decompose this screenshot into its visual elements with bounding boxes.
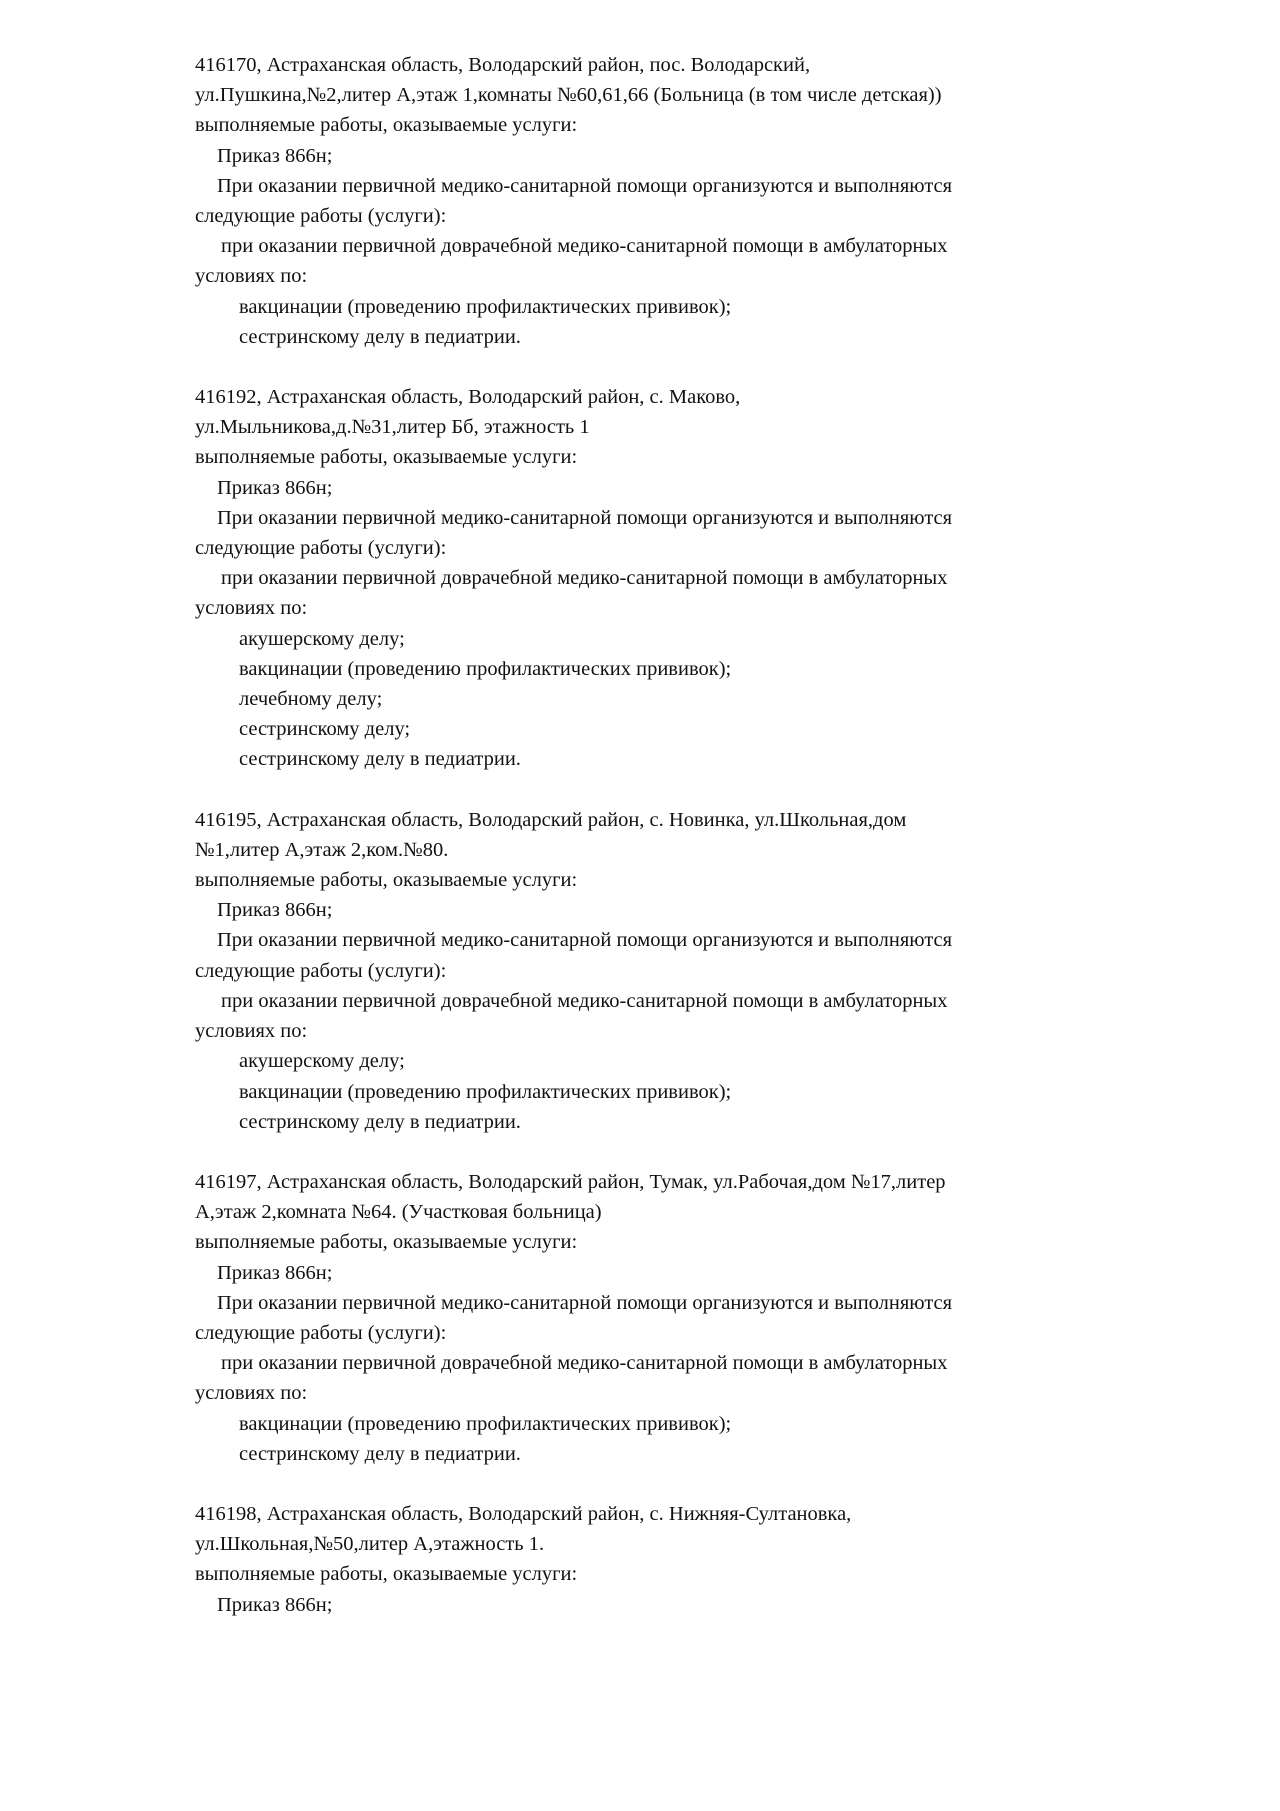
services-header: выполняемые работы, оказываемые услуги: (195, 869, 578, 892)
subsection-line: условиях по: (195, 597, 308, 620)
intro-paragraph-line: При оказании первичной медико-санитарной помощи организуются и выполняются (217, 1291, 953, 1314)
address-block (195, 382, 1035, 775)
order-reference: Приказ 866н; (217, 144, 333, 167)
address-block (195, 1499, 1035, 1620)
services-header: выполняемые работы, оказываемые услуги: (195, 1231, 578, 1254)
service-item: лечебному делу; (239, 688, 383, 711)
document-page (195, 50, 1035, 1620)
service-item: акушерскому делу; (239, 1050, 405, 1073)
service-item: сестринскому делу в педиатрии. (239, 1110, 521, 1133)
address-line: 416197, Астраханская область, Володарский район, Тумак, ул.Рабочая,дом №17,литер (195, 1170, 946, 1193)
subsection-line: условиях по: (195, 1382, 308, 1405)
address-line: ул.Пушкина,№2,литер А,этаж 1,комнаты №60,61,66 (Больница (в том числе детская)) (195, 84, 942, 107)
address-line: А,этаж 2,комната №64. (Участковая больница) (195, 1201, 602, 1224)
subsection-line: при оказании первичной доврачебной медико-санитарной помощи в амбулаторных (221, 989, 948, 1012)
subsection-line: при оказании первичной доврачебной медико-санитарной помощи в амбулаторных (221, 567, 948, 590)
service-item: вакцинации (проведению профилактических прививок); (239, 1080, 732, 1103)
intro-paragraph-line: следующие работы (услуги): (195, 959, 447, 982)
order-reference: Приказ 866н; (217, 1261, 333, 1284)
service-item: сестринскому делу; (239, 718, 411, 741)
address-line: 416170, Астраханская область, Володарский район, пос. Володарский, (195, 54, 811, 76)
service-item: вакцинации (проведению профилактических прививок); (239, 1412, 732, 1435)
services-header: выполняемые работы, оказываемые услуги: (195, 114, 578, 137)
service-item: сестринскому делу в педиатрии. (239, 1442, 521, 1465)
service-item: сестринскому делу в педиатрии. (239, 748, 521, 771)
intro-paragraph-line: следующие работы (услуги): (195, 1321, 447, 1344)
address-line: 416192, Астраханская область, Володарский район, с. Маково, (195, 386, 741, 409)
address-block (195, 50, 1035, 352)
subsection-line: условиях по: (195, 1020, 308, 1043)
services-header: выполняемые работы, оказываемые услуги: (195, 1563, 578, 1586)
order-reference: Приказ 866н; (217, 1593, 333, 1616)
intro-paragraph-line: При оказании первичной медико-санитарной помощи организуются и выполняются (217, 174, 953, 197)
services-header: выполняемые работы, оказываемые услуги: (195, 446, 578, 469)
address-block (195, 1167, 1035, 1469)
address-line: ул.Школьная,№50,литер А,этажность 1. (195, 1533, 545, 1556)
order-reference: Приказ 866н; (217, 899, 333, 922)
service-item: сестринскому делу в педиатрии. (239, 325, 521, 348)
subsection-line: при оказании первичной доврачебной медико-санитарной помощи в амбулаторных (221, 1352, 948, 1375)
address-line: ул.Мыльникова,д.№31,литер Бб, этажность 1 (195, 416, 590, 439)
intro-paragraph-line: следующие работы (услуги): (195, 537, 447, 560)
address-line: №1,литер А,этаж 2,ком.№80. (195, 838, 449, 861)
subsection-line: при оказании первичной доврачебной медико-санитарной помощи в амбулаторных (221, 235, 948, 258)
order-reference: Приказ 866н; (217, 476, 333, 499)
service-item: вакцинации (проведению профилактических прививок); (239, 657, 732, 680)
service-item: вакцинации (проведению профилактических прививок); (239, 295, 732, 318)
intro-paragraph-line: следующие работы (услуги): (195, 205, 447, 228)
service-item: акушерскому делу; (239, 627, 405, 650)
address-block (195, 805, 1035, 1137)
intro-paragraph-line: При оказании первичной медико-санитарной помощи организуются и выполняются (217, 929, 953, 952)
intro-paragraph-line: При оказании первичной медико-санитарной помощи организуются и выполняются (217, 506, 953, 529)
address-line: 416198, Астраханская область, Володарский район, с. Нижняя-Султановка, (195, 1502, 852, 1525)
address-line: 416195, Астраханская область, Володарский район, с. Новинка, ул.Школьная,дом (195, 808, 907, 831)
subsection-line: условиях по: (195, 265, 308, 288)
